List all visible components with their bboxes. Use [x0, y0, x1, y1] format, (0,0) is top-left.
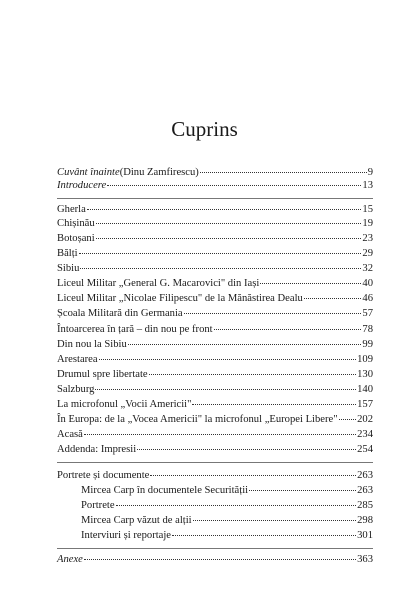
entry-page: 285 [357, 500, 373, 511]
entry-title: Interviuri și reportaje [81, 530, 172, 541]
dot-leader [260, 283, 361, 284]
toc-subentry [81, 530, 373, 542]
entry-title: Întoarcerea în țară – din nou pe front [57, 324, 213, 335]
entry-title: Mircea Carp în documentele Securității [81, 485, 249, 496]
toc-entry [57, 308, 373, 320]
dot-leader [214, 329, 362, 330]
entry-page: 99 [362, 339, 373, 350]
toc-entry [57, 218, 373, 230]
toc-entry [57, 339, 373, 351]
entry-title: Addenda: Impresii [57, 444, 137, 455]
entry-title: Liceul Militar „General G. Macarovici" din Iași [57, 278, 260, 289]
dot-leader [149, 374, 357, 375]
page-title: Cuprins [171, 117, 238, 141]
entry-page: 130 [357, 369, 373, 380]
toc-entry [57, 554, 373, 566]
toc-entry [57, 248, 373, 260]
entry-title: În Europa: de la „Vocea Americii" la microfonul „Europei Libere" [57, 414, 338, 425]
dot-leader [304, 298, 362, 299]
entry-page: 202 [357, 414, 373, 425]
toc-entry [57, 233, 373, 245]
dot-leader [79, 253, 362, 254]
entry-page: 13 [362, 180, 373, 191]
entry-title: Din nou la Sibiu [57, 339, 127, 350]
entry-page: 234 [357, 429, 373, 440]
entry-title: Salzburg [57, 384, 95, 395]
entry-title: Arestarea [57, 354, 98, 365]
toc-entry [57, 369, 373, 381]
toc-entry [57, 384, 373, 396]
entry-page: 157 [357, 399, 373, 410]
dot-leader [96, 223, 362, 224]
entry-page: 263 [357, 470, 373, 481]
entry-title: Portrete [81, 500, 115, 511]
toc-subentry [81, 485, 373, 497]
dot-leader [84, 559, 356, 560]
dot-leader [150, 475, 356, 476]
entry-page: 254 [357, 444, 373, 455]
entry-title: Bălți [57, 248, 78, 259]
dot-leader [128, 344, 362, 345]
entry-page: 78 [362, 324, 373, 335]
toc-entry [57, 180, 373, 192]
entry-title: Liceul Militar „Nicolae Filipescu" de la Mănăstirea Dealu [57, 293, 303, 304]
dot-leader [137, 449, 356, 450]
entry-page: 140 [357, 384, 373, 395]
entry-title-italic: Cuvânt înainte [57, 167, 120, 178]
entry-title: Mircea Carp văzut de alții [81, 515, 192, 526]
toc-entry [57, 354, 373, 366]
entry-title: Drumul spre libertate [57, 369, 148, 380]
section-divider [57, 462, 373, 463]
entry-page: 32 [362, 263, 373, 274]
entry-page: 263 [357, 485, 373, 496]
toc-entry [57, 293, 373, 305]
toc-entry [57, 278, 373, 290]
entry-title: (Dinu Zamfirescu) [119, 167, 199, 178]
dot-leader [96, 238, 362, 239]
toc-entry [57, 399, 373, 411]
entry-page: 109 [357, 354, 373, 365]
dot-leader [84, 434, 356, 435]
dot-leader [193, 520, 357, 521]
toc-entry [57, 167, 373, 179]
entry-title: Școala Militară din Germania [57, 308, 183, 319]
entry-page: 15 [362, 204, 373, 215]
section-divider [57, 198, 373, 199]
entry-page: 40 [362, 278, 373, 289]
dot-leader [184, 313, 362, 314]
entry-title: La microfonul „Vocii Americii" [57, 399, 192, 410]
entry-title: Portrete și documente [57, 470, 150, 481]
dot-leader [87, 209, 362, 210]
dot-leader [192, 404, 356, 405]
dot-leader [95, 389, 356, 390]
entry-page: 23 [362, 233, 373, 244]
dot-leader [339, 419, 357, 420]
entry-title: Chișinău [57, 218, 95, 229]
dot-leader [99, 359, 357, 360]
entry-page: 301 [357, 530, 373, 541]
entry-title: Sibiu [57, 263, 80, 274]
entry-page: 298 [357, 515, 373, 526]
entry-page: 9 [367, 167, 373, 178]
entry-page: 46 [362, 293, 373, 304]
toc-entry [57, 204, 373, 216]
toc-subentry [81, 515, 373, 527]
toc-entry [57, 444, 373, 456]
entry-title: Acasă [57, 429, 83, 440]
entry-title: Gherla [57, 204, 86, 215]
toc-entry [57, 470, 373, 482]
toc-entry [57, 414, 373, 426]
toc-entry [57, 263, 373, 275]
dot-leader [116, 505, 357, 506]
section-divider [57, 548, 373, 549]
dot-leader [80, 268, 361, 269]
toc-entry [57, 429, 373, 441]
dot-leader [200, 172, 367, 173]
entry-page: 363 [357, 554, 373, 565]
toc-entry [57, 324, 373, 336]
entry-title-italic: Introducere [57, 180, 107, 191]
entry-page: 19 [362, 218, 373, 229]
entry-page: 29 [362, 248, 373, 259]
toc-subentry [81, 500, 373, 512]
dot-leader [249, 490, 356, 491]
entry-page: 57 [362, 308, 373, 319]
entry-title-italic: Anexe [57, 554, 83, 565]
dot-leader [107, 185, 361, 186]
dot-leader [172, 535, 356, 536]
entry-title: Botoșani [57, 233, 95, 244]
